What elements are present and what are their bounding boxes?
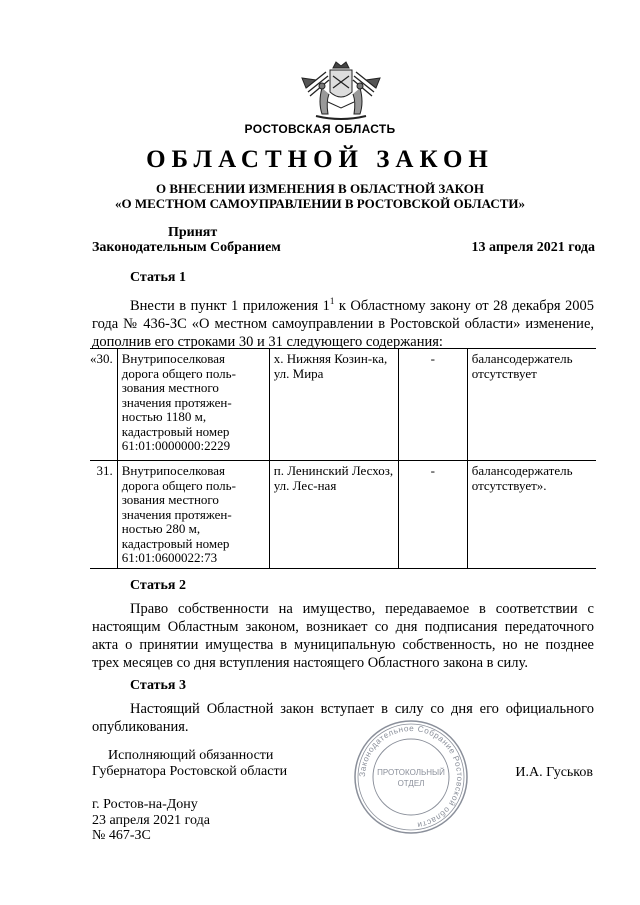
signatory-line-1: Исполняющий обязанности: [108, 748, 274, 763]
article-3-heading: Статья 3: [130, 678, 186, 693]
adoption-date: 13 апреля 2021 года: [471, 240, 595, 255]
signatory-name: И.А. Гуськов: [515, 765, 593, 780]
publication-city: г. Ростов-на-Дону: [92, 797, 198, 812]
stamp-center-line-1: ПРОТОКОЛЬНЫЙ: [377, 768, 445, 777]
coat-of-arms-icon: [298, 58, 384, 124]
article-2-text: Право собственности на имущество, передаваемое в соответствии с настоящим Областным законом, возникает со дня подписания передаточного акта о принятии имущества в муниципальную собственность, но не позднее трех месяцев со дня вступления настоящего Областного закона в силу.: [92, 601, 594, 671]
law-title: ОБЛАСТНОЙ ЗАКОН: [146, 146, 494, 173]
article-2-heading: Статья 2: [130, 578, 186, 593]
balance-holder: балансодержатель отсутствует: [467, 349, 596, 461]
roads-table: [90, 348, 596, 569]
empty-value: -: [398, 349, 467, 461]
adoption-label: Принят: [168, 225, 218, 240]
subtitle-line-1: О ВНЕСЕНИИ ИЗМЕНЕНИЯ В ОБЛАСТНОЙ ЗАКОН: [156, 181, 484, 196]
adoption-body: Законодательным Собранием: [92, 240, 281, 255]
row-number: 31.: [90, 461, 117, 569]
article-1-heading: Статья 1: [130, 270, 186, 285]
empty-value: -: [398, 461, 467, 569]
official-stamp: [352, 718, 470, 836]
article-1-text: Внести в пункт 1 приложения $1^1$ к Областному закону от 28 декабря 2005 года № 436-ЗС «О местном самоуправлении в Ростовской области» изменение, дополнив его строками 30 и 31 следующего содержания:: [92, 296, 594, 350]
signatory-line-2: Губернатора Ростовской области: [92, 764, 288, 779]
road-location: п. Ленинский Лесхоз, ул. Лес-ная: [269, 461, 398, 569]
stamp-center-line-2: ОТДЕЛ: [397, 779, 425, 788]
table-row: [90, 461, 596, 569]
subtitle-line-2: «О МЕСТНОМ САМОУПРАВЛЕНИИ В РОСТОВСКОЙ ОБЛАСТИ»: [115, 196, 525, 211]
law-number: № 467-ЗС: [92, 828, 151, 843]
row-number: «30.: [90, 349, 117, 461]
publication-details: [92, 797, 210, 844]
article-3-text: Настоящий Областной закон вступает в силу со дня его официального опубликования.: [92, 701, 594, 735]
footnote-superscript: 1: [329, 296, 335, 306]
signatory-title: [92, 748, 287, 780]
publication-date: 23 апреля 2021 года: [92, 812, 210, 828]
stamp-ring-text: Законодательное Собрание Ростовской области: [357, 723, 465, 830]
road-description: Внутрипоселковая дорога общего поль-зования местного значения протяжен-ностью 280 м, кадастровый номер 61:01:0600022:73: [117, 461, 269, 569]
law-subtitle: [60, 181, 580, 211]
region-name: РОСТОВСКАЯ ОБЛАСТЬ: [244, 122, 396, 136]
table-row: [90, 349, 596, 461]
road-location: х. Нижняя Козин-ка, ул. Мира: [269, 349, 398, 461]
road-description: Внутрипоселковая дорога общего поль-зования местного значения протяжен-ностью 1180 м, кадастровый номер 61:01:0000000:2229: [117, 349, 269, 461]
balance-holder: балансодержатель отсутствует».: [467, 461, 596, 569]
